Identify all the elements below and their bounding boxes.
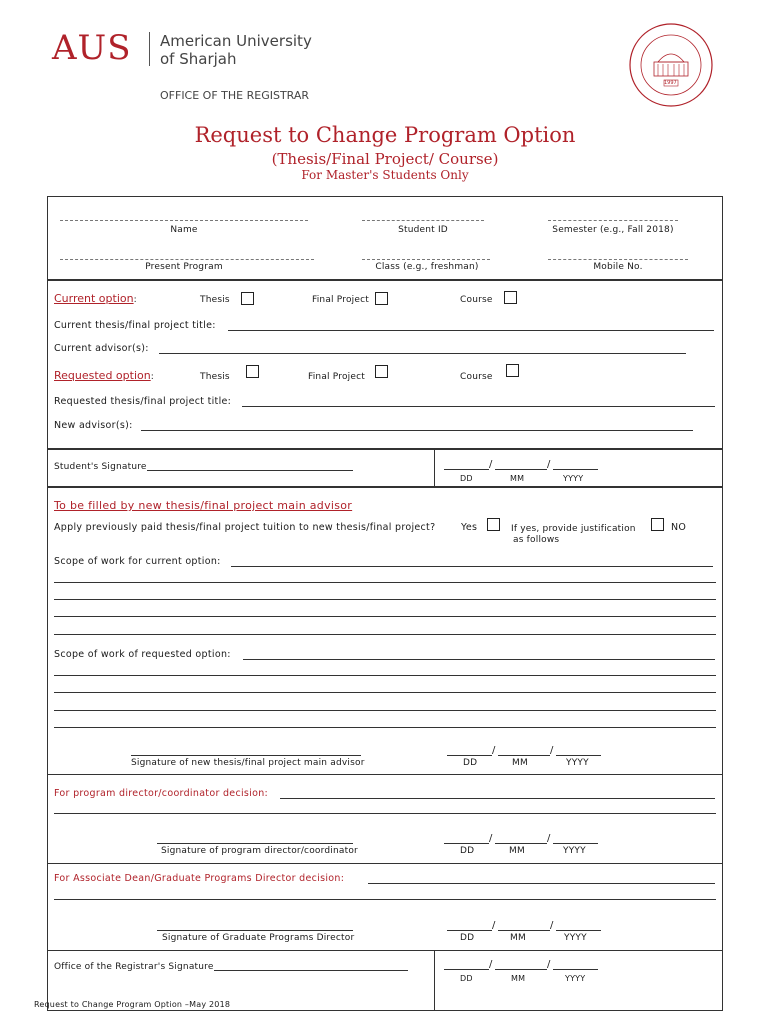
student-sig-mm-line[interactable]: [495, 469, 547, 470]
director-decision-field-2[interactable]: [54, 813, 716, 814]
advisor-section-heading: To be filled by new thesis/final project main advisor: [54, 499, 353, 512]
date-sep: /: [489, 459, 493, 470]
registrar-sig-dd-line[interactable]: [444, 969, 489, 970]
director-sig-dd-line[interactable]: [444, 843, 489, 844]
student-signature-field[interactable]: [147, 470, 353, 471]
current-advisor-field[interactable]: [159, 353, 686, 354]
requested-final-project-checkbox[interactable]: [375, 365, 388, 378]
advisor-sig-dd-label: DD: [463, 758, 478, 768]
footer-text: Request to Change Program Option –May 2018: [34, 1000, 231, 1009]
current-course-label: Course: [460, 295, 493, 305]
advisor-signature-label: Signature of new thesis/final project main advisor: [131, 758, 365, 768]
scope-requested-label: Scope of work of requested option:: [54, 649, 231, 660]
dean-decision-field-2[interactable]: [54, 899, 716, 900]
mobile-label: Mobile No.: [593, 262, 643, 272]
dean-sig-dd-label: DD: [460, 933, 475, 943]
requested-thesis-checkbox[interactable]: [246, 365, 259, 378]
current-option-colon: :: [133, 295, 137, 305]
advisor-sig-yyyy-line[interactable]: [556, 755, 601, 756]
scope-requested-field-5[interactable]: [54, 727, 716, 728]
requested-title-label: Requested thesis/final project title:: [54, 396, 232, 407]
director-signature-field[interactable]: [157, 843, 353, 844]
form-note: For Master's Students Only: [301, 168, 469, 182]
no-checkbox[interactable]: [651, 518, 664, 531]
student-sig-dd-label: DD: [460, 474, 473, 483]
justification-line2: as follows: [513, 535, 560, 545]
name-label: Name: [170, 225, 198, 235]
semester-line: [548, 220, 678, 221]
university-name-line1: American University: [160, 32, 312, 50]
mobile-line: [548, 259, 688, 260]
advisor-sig-mm-label: MM: [512, 758, 528, 768]
current-course-checkbox[interactable]: [504, 291, 517, 304]
scope-requested-field-1[interactable]: [243, 659, 715, 660]
registrar-sig-mm-line[interactable]: [495, 969, 547, 970]
registrar-divider: [434, 950, 435, 1011]
requested-course-checkbox[interactable]: [506, 364, 519, 377]
requested-title-field[interactable]: [242, 406, 715, 407]
logo-divider: [149, 32, 150, 66]
form-subtitle: (Thesis/Final Project/ Course): [271, 150, 499, 168]
new-advisor-field[interactable]: [141, 430, 693, 431]
advisor-signature-field[interactable]: [131, 755, 361, 756]
registrar-signature-field[interactable]: [214, 970, 408, 971]
student-sig-yyyy-line[interactable]: [553, 469, 598, 470]
current-title-label: Current thesis/final project title:: [54, 320, 216, 331]
dean-signature-field[interactable]: [157, 930, 353, 931]
student-id-line: [362, 220, 484, 221]
justification-line1: If yes, provide justification: [511, 524, 636, 534]
date-sep: /: [550, 745, 554, 756]
director-sig-mm-line[interactable]: [495, 843, 547, 844]
dean-sig-yyyy-line[interactable]: [556, 930, 601, 931]
student-signature-label: Student's Signature: [54, 462, 147, 472]
dean-signature-label: Signature of Graduate Programs Director: [162, 933, 355, 943]
student-sig-divider: [434, 449, 435, 487]
semester-label: Semester (e.g., Fall 2018): [552, 225, 674, 235]
director-signature-label: Signature of program director/coordinator: [161, 846, 358, 856]
office-title: OFFICE OF THE REGISTRAR: [160, 89, 310, 102]
scope-current-field-2[interactable]: [54, 582, 716, 583]
current-thesis-label: Thesis: [200, 295, 230, 305]
student-sig-mm-label: MM: [510, 474, 525, 483]
advisor-section-divider: [47, 774, 723, 775]
registrar-sig-yyyy-line[interactable]: [553, 969, 598, 970]
university-name-line2: of Sharjah: [160, 50, 237, 68]
scope-current-field-1[interactable]: [231, 566, 713, 567]
scope-current-label: Scope of work for current option:: [54, 556, 221, 567]
date-sep: /: [489, 833, 493, 844]
name-line: [60, 220, 308, 221]
date-sep: /: [492, 745, 496, 756]
director-decision-label: For program director/coordinator decision:: [54, 788, 269, 799]
current-title-field[interactable]: [228, 330, 714, 331]
no-label: NO: [671, 522, 687, 533]
requested-course-label: Course: [460, 372, 493, 382]
scope-current-field-5[interactable]: [54, 634, 716, 635]
scope-current-field-4[interactable]: [54, 616, 716, 617]
current-option-label: Current option: [54, 292, 134, 305]
date-sep: /: [550, 920, 554, 931]
current-advisor-label: Current advisor(s):: [54, 343, 149, 354]
date-sep: /: [489, 959, 493, 970]
student-id-label: Student ID: [398, 225, 448, 235]
present-program-line: [60, 259, 314, 260]
apply-tuition-question: Apply previously paid thesis/final project tuition to new thesis/final project?: [54, 522, 436, 533]
scope-requested-field-4[interactable]: [54, 710, 716, 711]
student-sig-yyyy-label: YYYY: [563, 474, 584, 483]
form-title: Request to Change Program Option: [194, 123, 576, 147]
university-seal: [628, 22, 714, 108]
aus-logo: AUS: [52, 28, 132, 68]
advisor-sig-mm-line[interactable]: [498, 755, 550, 756]
requested-option-colon: :: [150, 372, 154, 382]
registrar-signature-label: Office of the Registrar's Signature: [54, 962, 214, 972]
scope-requested-field-2[interactable]: [54, 675, 716, 676]
date-sep: /: [547, 459, 551, 470]
director-sig-mm-label: MM: [509, 846, 525, 856]
seal-year: 1997: [664, 80, 677, 86]
registrar-sig-yyyy-label: YYYY: [565, 974, 586, 983]
scope-requested-field-3[interactable]: [54, 692, 716, 693]
current-final-project-checkbox[interactable]: [375, 292, 388, 305]
date-sep: /: [492, 920, 496, 931]
director-sig-yyyy-line[interactable]: [553, 843, 598, 844]
class-line: [362, 259, 490, 260]
dean-section-divider: [47, 950, 723, 951]
requested-thesis-label: Thesis: [200, 372, 230, 382]
registrar-sig-dd-label: DD: [460, 974, 473, 983]
current-option-row: [54, 292, 137, 305]
director-sig-yyyy-label: YYYY: [563, 846, 586, 856]
current-thesis-checkbox[interactable]: [241, 292, 254, 305]
date-sep: /: [547, 833, 551, 844]
director-sig-dd-label: DD: [460, 846, 475, 856]
director-section-divider: [47, 863, 723, 864]
dean-decision-label: For Associate Dean/Graduate Programs Director decision:: [54, 873, 345, 884]
registrar-sig-mm-label: MM: [511, 974, 526, 983]
requested-final-project-label: Final Project: [308, 372, 365, 382]
present-program-label: Present Program: [145, 262, 223, 272]
director-decision-field-1[interactable]: [280, 798, 715, 799]
class-label: Class (e.g., freshman): [375, 262, 479, 272]
scope-current-field-3[interactable]: [54, 599, 716, 600]
current-final-project-label: Final Project: [312, 295, 369, 305]
student-sig-dd-line[interactable]: [444, 469, 489, 470]
yes-checkbox[interactable]: [487, 518, 500, 531]
dean-sig-mm-label: MM: [510, 933, 526, 943]
student-signature-box: [47, 449, 723, 487]
dean-sig-yyyy-label: YYYY: [564, 933, 587, 943]
advisor-sig-dd-line[interactable]: [447, 755, 492, 756]
date-sep: /: [547, 959, 551, 970]
requested-option-row: [54, 369, 154, 382]
advisor-sig-yyyy-label: YYYY: [566, 758, 589, 768]
new-advisor-label: New advisor(s):: [54, 420, 133, 431]
requested-option-label: Requested option: [54, 369, 151, 382]
dean-sig-mm-line[interactable]: [498, 930, 550, 931]
dean-decision-field-1[interactable]: [368, 883, 715, 884]
dean-sig-dd-line[interactable]: [447, 930, 492, 931]
yes-label: Yes: [461, 522, 478, 533]
